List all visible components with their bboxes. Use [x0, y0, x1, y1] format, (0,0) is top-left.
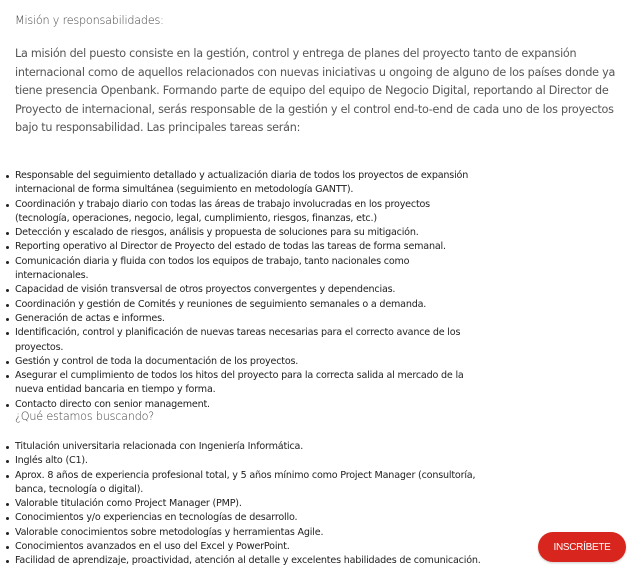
list-item: Facilidad de aprendizaje, proactividad, atención al detalle y excelentes habilidades de comunicación. [15, 554, 485, 568]
list-item: Valorable conocimientos sobre metodologías y herramientas Agile. [15, 526, 485, 540]
list-item: Detección y escalado de riesgos, análisis y propuesta de soluciones para su mitigación. [15, 226, 480, 240]
list-item: Comunicación diaria y fluida con todos los equipos de trabajo, tanto nacionales como internacionales. [15, 255, 480, 284]
list-item: Coordinación y gestión de Comités y reuniones de seguimiento semanales o a demanda. [15, 298, 480, 312]
list-item: Valorable titulación como Project Manager (PMP). [15, 497, 485, 511]
list-item: Coordinación y trabajo diario con todas las áreas de trabajo involucradas en los proyectos (tecnología, operaciones, negocio, legal, cumplimiento, riesgos, finanzas, etc.) [15, 198, 480, 227]
mission-paragraph: La misión del puesto consiste en la gestión, control y entrega de planes del proyecto tanto de expansión internacional como de aquellos relacionados con nuevas iniciativas u ongoing de alguno de los países donde ya tiene presencia Openbank. Formando parte de equipo del equipo de Negocio Digital, reportando al Director de Proyecto de internacional, serás responsable de la gestión y el control end-to-end de cada uno de los proyectos bajo tu responsabilidad. Las principales tareas serán: [15, 47, 616, 135]
requirements-list [0, 440, 485, 569]
list-item: Responsable del seguimiento detallado y actualización diaria de todos los proyectos de expansión internacional de forma simultánea (seguimiento en metodología GANTT). [15, 169, 480, 198]
responsibilities-list [0, 169, 480, 412]
list-item: Inglés alto (C1). [15, 454, 485, 468]
list-item: Conocimientos y/o experiencias en tecnologías de desarrollo. [15, 511, 485, 525]
list-item: Contacto directo con senior management. [15, 398, 480, 412]
list-item: Reporting operativo al Director de Proyecto del estado de todas las tareas de forma semanal. [15, 240, 480, 254]
list-item: Identificación, control y planificación de nuevas tareas necesarias para el correcto avance de los proyectos. [15, 326, 480, 355]
list-item: Titulación universitaria relacionada con Ingeniería Informática. [15, 440, 485, 454]
list-item: Aprox. 8 años de experiencia profesional total, y 5 años mínimo como Project Manager (consultoría, banca, tecnología o digital). [15, 469, 485, 498]
list-item: Capacidad de visión transversal de otros proyectos convergentes y dependencias. [15, 283, 480, 297]
signup-button[interactable]: INSCRÍBETE [538, 532, 626, 562]
mission-heading: Misión y responsabilidades: [15, 14, 164, 27]
requirements-heading: ¿Qué estamos buscando? [15, 410, 155, 423]
list-item: Generación de actas e informes. [15, 312, 480, 326]
list-item: Conocimientos avanzados en el uso del Excel y PowerPoint. [15, 540, 485, 554]
list-item: Asegurar el cumplimiento de todos los hitos del proyecto para la correcta salida al mercado de la nueva entidad bancaria en tiempo y forma. [15, 369, 480, 398]
list-item: Gestión y control de toda la documentación de los proyectos. [15, 355, 480, 369]
